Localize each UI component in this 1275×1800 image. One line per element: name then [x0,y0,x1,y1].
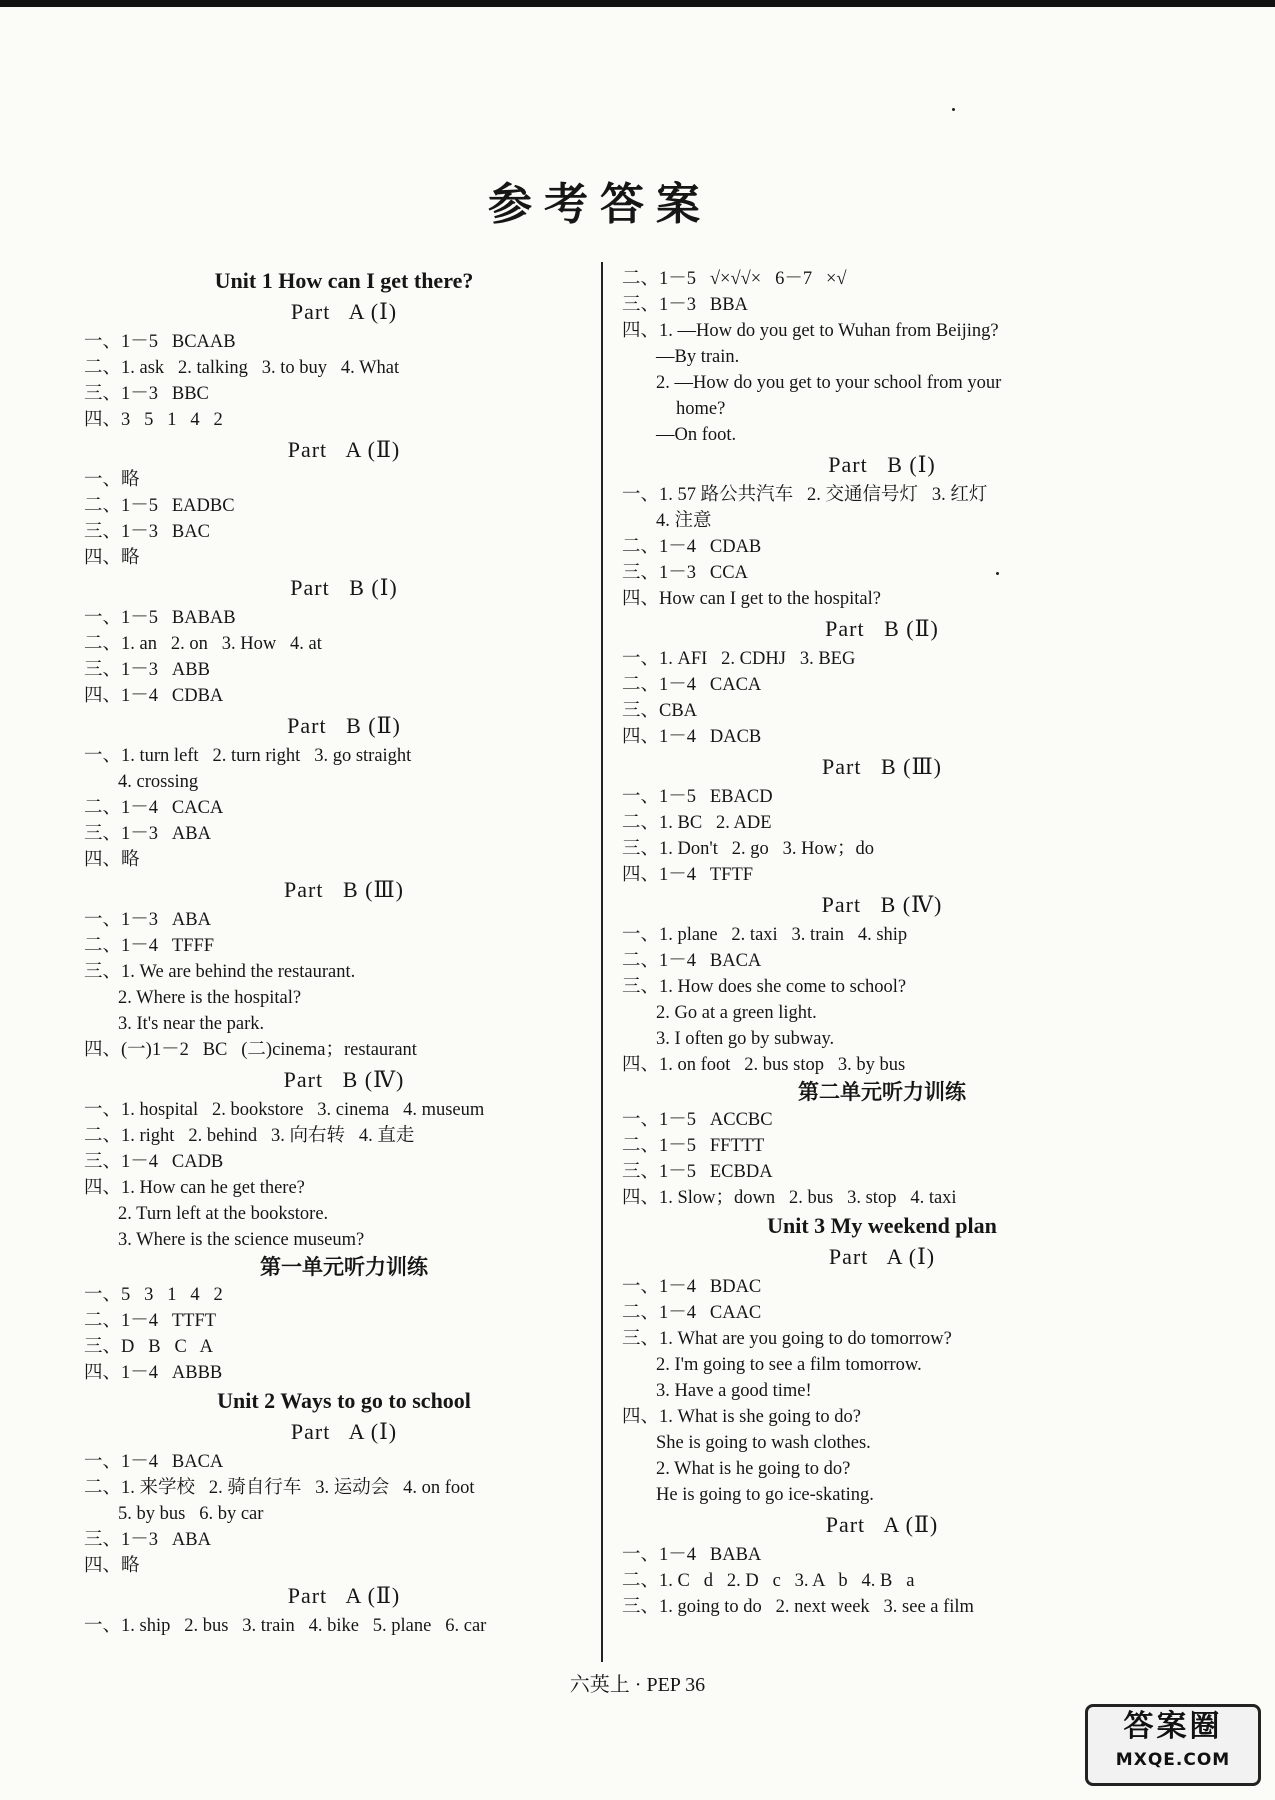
answer-line: 三、D B C A [84,1337,214,1357]
part-heading: Part B (Ⅳ) [821,892,943,917]
answer-line: 四、1－4 ABBB [84,1363,223,1383]
answer-line: 二、1－5 FFTTT [622,1136,765,1156]
answer-line-continued: 2. Go at a green light. [656,1003,817,1023]
part-heading: Part B (Ⅱ) [287,713,401,738]
answer-line-continued: 3. Where is the science museum? [118,1230,365,1250]
answer-line: 一、1－4 BABA [622,1545,762,1565]
section-heading: 第一单元听力训练 [260,1255,428,1279]
answer-line: 四、3 5 1 4 2 [84,410,223,430]
answer-line-continued: 4. crossing [118,772,199,792]
answer-line: 四、1. —How do you get to Wuhan from Beijing? [622,321,999,341]
answer-line: 三、1. We are behind the restaurant. [84,962,356,982]
part-heading: Part B (Ⅰ) [290,575,398,600]
answer-line: 四、(一)1－2 BC (二)cinema；restaurant [84,1040,417,1060]
section-heading: 第二单元听力训练 [798,1080,966,1104]
answer-line: 一、略 [84,470,140,490]
answer-line: 二、1－4 TTFT [84,1311,217,1331]
answer-line: 三、1－3 BBA [622,295,748,315]
part-heading: Part A (Ⅱ) [287,1583,401,1608]
answer-line: 二、1. an 2. on 3. How 4. at [84,634,322,654]
answer-line: 二、1. ask 2. talking 3. to buy 4. What [84,358,400,378]
answer-line-continued: 2. —How do you get to your school from your [656,373,1002,393]
answer-line: 二、1－4 TFFF [84,936,215,956]
answer-line-continued: —On foot. [656,425,737,445]
part-heading: Part B (Ⅳ) [283,1067,405,1092]
answer-line-continued: 2. What is he going to do? [656,1459,851,1479]
answer-line: 二、1. 来学校 2. 骑自行车 3. 运动会 4. on foot [84,1478,475,1498]
left-answer-column [84,266,604,1639]
watermark-logo [1085,1704,1261,1786]
part-heading: Part B (Ⅲ) [822,754,942,779]
answer-line: 四、How can I get to the hospital? [622,589,881,609]
unit-heading: Unit 3 My weekend plan [767,1213,997,1238]
answer-line-continued: 2. Where is the hospital? [118,988,302,1008]
unit-heading: Unit 1 How can I get there? [214,268,474,293]
answer-line-continued: She is going to wash clothes. [656,1433,871,1453]
answer-line: 二、1－4 CACA [622,675,762,695]
part-heading: Part A (Ⅰ) [290,1419,398,1444]
answer-line-continued: 4. 注意 [656,511,712,531]
answer-line: 一、1. plane 2. taxi 3. train 4. ship [622,925,908,945]
answer-line: 三、1－3 ABB [84,660,210,680]
answer-line: 三、1－5 ECBDA [622,1162,773,1182]
part-heading: Part A (Ⅰ) [290,299,398,324]
answer-line: 一、1－5 ACCBC [622,1110,773,1130]
answer-line: 二、1－4 BACA [622,951,762,971]
right-answer-column [622,266,1142,1620]
answer-line: 四、1－4 DACB [622,727,762,747]
answer-line-continued: He is going to go ice-skating. [656,1485,874,1505]
answer-line: 三、1－3 ABA [84,1530,211,1550]
answer-line: 三、1. going to do 2. next week 3. see a film [622,1597,974,1617]
answer-line: 二、1. C d 2. D c 3. A b 4. B a [622,1571,915,1591]
answer-line: 三、1－3 CCA [622,563,748,583]
answer-line: 二、1－4 CACA [84,798,224,818]
answer-line: 二、1－4 CAAC [622,1303,762,1323]
answer-line: 一、1. turn left 2. turn right 3. go straight [84,746,412,766]
page-title: 参考答案 [488,179,712,230]
answer-line: 三、1－4 CADB [84,1152,224,1172]
answer-line: 四、略 [84,850,140,870]
answer-line: 三、1－3 ABA [84,824,211,844]
answer-line: 四、1. What is she going to do? [622,1407,861,1427]
answer-line: 三、1. How does she come to school? [622,977,907,997]
answer-line-continued: —By train. [656,347,740,367]
answer-line: 四、1. Slow；down 2. bus 3. stop 4. taxi [622,1188,957,1208]
part-heading: Part A (Ⅰ) [828,1244,936,1269]
part-heading: Part A (Ⅱ) [825,1512,939,1537]
answer-line: 二、1. BC 2. ADE [622,813,772,833]
answer-line-continued: 3. I often go by subway. [656,1029,835,1049]
answer-line: 二、1－5 √×√√× 6－7 ×√ [622,269,847,289]
answer-line: 一、1－4 BDAC [622,1277,762,1297]
answer-line: 三、1. What are you going to do tomorrow? [622,1329,952,1349]
answer-line: 一、1－3 ABA [84,910,211,930]
answer-line-continued: home? [676,399,726,419]
answer-line: 一、1. 57 路公共汽车 2. 交通信号灯 3. 红灯 [622,485,988,505]
answer-line: 三、1. Don't 2. go 3. How；do [622,839,875,859]
answer-line-continued: 2. I'm going to see a film tomorrow. [656,1355,922,1375]
speck-mark [952,108,955,111]
answer-line: 一、1. ship 2. bus 3. train 4. bike 5. plane 6. car [84,1616,487,1636]
answer-line: 四、1－4 CDBA [84,686,224,706]
answer-line-continued: 3. Have a good time! [656,1381,812,1401]
answer-line-continued: 3. It's near the park. [118,1014,265,1034]
part-heading: Part B (Ⅰ) [828,452,936,477]
answer-line-continued: 5. by bus 6. by car [118,1504,264,1524]
answer-line: 二、1－5 EADBC [84,496,235,516]
answer-line: 四、略 [84,548,140,568]
answer-line: 一、1－5 BABAB [84,608,236,628]
answer-line: 四、略 [84,1556,140,1576]
answer-line: 四、1. on foot 2. bus stop 3. by bus [622,1055,906,1075]
answer-line: 四、1－4 TFTF [622,865,754,885]
answer-line: 一、1－4 BACA [84,1452,224,1472]
answer-line: 一、1. hospital 2. bookstore 3. cinema 4. museum [84,1100,485,1120]
watermark-en: MXQE.COM [1115,1750,1231,1770]
watermark-cn: 答案圈 [1123,1709,1223,1744]
answer-line: 一、5 3 1 4 2 [84,1285,223,1305]
top-border [0,0,1275,7]
answer-line: 一、1－5 EBACD [622,787,773,807]
answer-line: 二、1－4 CDAB [622,537,762,557]
answer-line: 四、1. How can he get there? [84,1178,305,1198]
page-footer: 六英上 · PEP 36 [569,1674,706,1696]
unit-heading: Unit 2 Ways to go to school [217,1388,471,1413]
part-heading: Part A (Ⅱ) [287,437,401,462]
answer-line: 三、CBA [622,701,698,721]
answer-line: 一、1. AFI 2. CDHJ 3. BEG [622,649,856,669]
answer-line: 二、1. right 2. behind 3. 向右转 4. 直走 [84,1126,415,1146]
answer-line: 三、1－3 BAC [84,522,210,542]
answer-line: 三、1－3 BBC [84,384,209,404]
part-heading: Part B (Ⅲ) [284,877,404,902]
part-heading: Part B (Ⅱ) [825,616,939,641]
answer-line: 一、1－5 BCAAB [84,332,236,352]
answer-line-continued: 2. Turn left at the bookstore. [118,1204,329,1224]
